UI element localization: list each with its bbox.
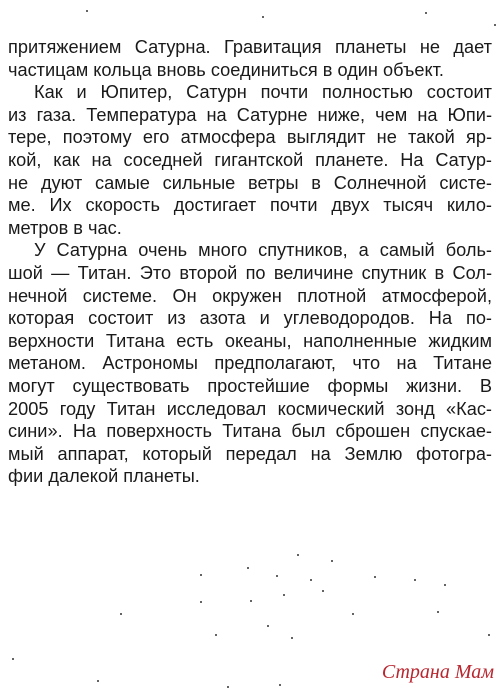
- scan-speck: [437, 611, 439, 613]
- scan-speck: [297, 554, 299, 556]
- scan-speck: [12, 658, 14, 660]
- text-line: У Сатурна очень много спутников, а самый боль-: [34, 240, 492, 261]
- scan-speck: [276, 575, 278, 577]
- scan-speck: [291, 637, 293, 639]
- scan-speck: [279, 684, 281, 686]
- text-line: ме. Их скорость достигает почти двух тысяч кило-: [8, 195, 492, 216]
- scan-speck: [262, 16, 264, 18]
- scan-speck: [200, 574, 202, 576]
- scan-speck: [488, 634, 490, 636]
- text-line: 2005 году Титан исследовал космический зонд «Кас-: [8, 398, 492, 419]
- site-watermark: [382, 661, 494, 684]
- text-line: тере, поэтому его атмосфера выглядит не такой яр-: [8, 127, 492, 148]
- text-line: шой — Титан. Это второй по величине спутник в Сол-: [8, 262, 492, 283]
- watermark-text: Страна Мам: [381, 661, 494, 683]
- scan-speck: [86, 10, 88, 12]
- scan-speck: [310, 579, 312, 581]
- scan-speck: [267, 625, 269, 627]
- scan-speck: [247, 567, 249, 569]
- text-line: из газа. Температура на Сатурне ниже, чем на Юпи-: [8, 104, 492, 125]
- article-text: [8, 36, 492, 488]
- text-line: кой, как на соседней гигантской планете. На Сатур-: [8, 149, 492, 170]
- text-line: не дуют самые сильные ветры в Солнечной систе-: [8, 172, 492, 193]
- scan-speck: [227, 686, 229, 688]
- scan-speck: [425, 12, 427, 14]
- scan-speck: [215, 634, 217, 636]
- scan-speck: [352, 613, 354, 615]
- text-line: метров в час.: [8, 217, 122, 238]
- scan-speck: [444, 584, 446, 586]
- text-line: могут существовать простейшие формы жизни. В: [8, 375, 492, 396]
- scan-speck: [494, 24, 496, 26]
- text-line: фии далекой планеты.: [8, 466, 200, 487]
- text-line: сини». На поверхность Титана был сброшен спускае-: [8, 421, 492, 442]
- scan-speck: [97, 680, 99, 682]
- text-line: верхности Титана есть океаны, наполненные жидким: [8, 330, 492, 351]
- text-line: мый аппарат, который передал на Землю фотогра-: [8, 443, 492, 464]
- scan-speck: [283, 594, 285, 596]
- scan-speck: [414, 579, 416, 581]
- scan-speck: [374, 576, 376, 578]
- scan-speck: [200, 601, 202, 603]
- text-line: которая состоит из азота и углеводородов. На по-: [8, 308, 492, 329]
- text-line: метаном. Астрономы предполагают, что на Титане: [8, 353, 492, 374]
- scan-speck: [250, 600, 252, 602]
- scan-speck: [322, 590, 324, 592]
- text-line: притяжением Сатурна. Гравитация планеты не дает: [8, 37, 492, 57]
- text-line: нечной системе. Он окружен плотной атмосферой,: [8, 285, 492, 306]
- text-line: частицам кольца вновь соединиться в один объект.: [8, 59, 444, 80]
- scan-speck: [331, 560, 333, 562]
- scan-speck: [120, 613, 122, 615]
- text-line: Как и Юпитер, Сатурн почти полностью состоит: [34, 82, 492, 103]
